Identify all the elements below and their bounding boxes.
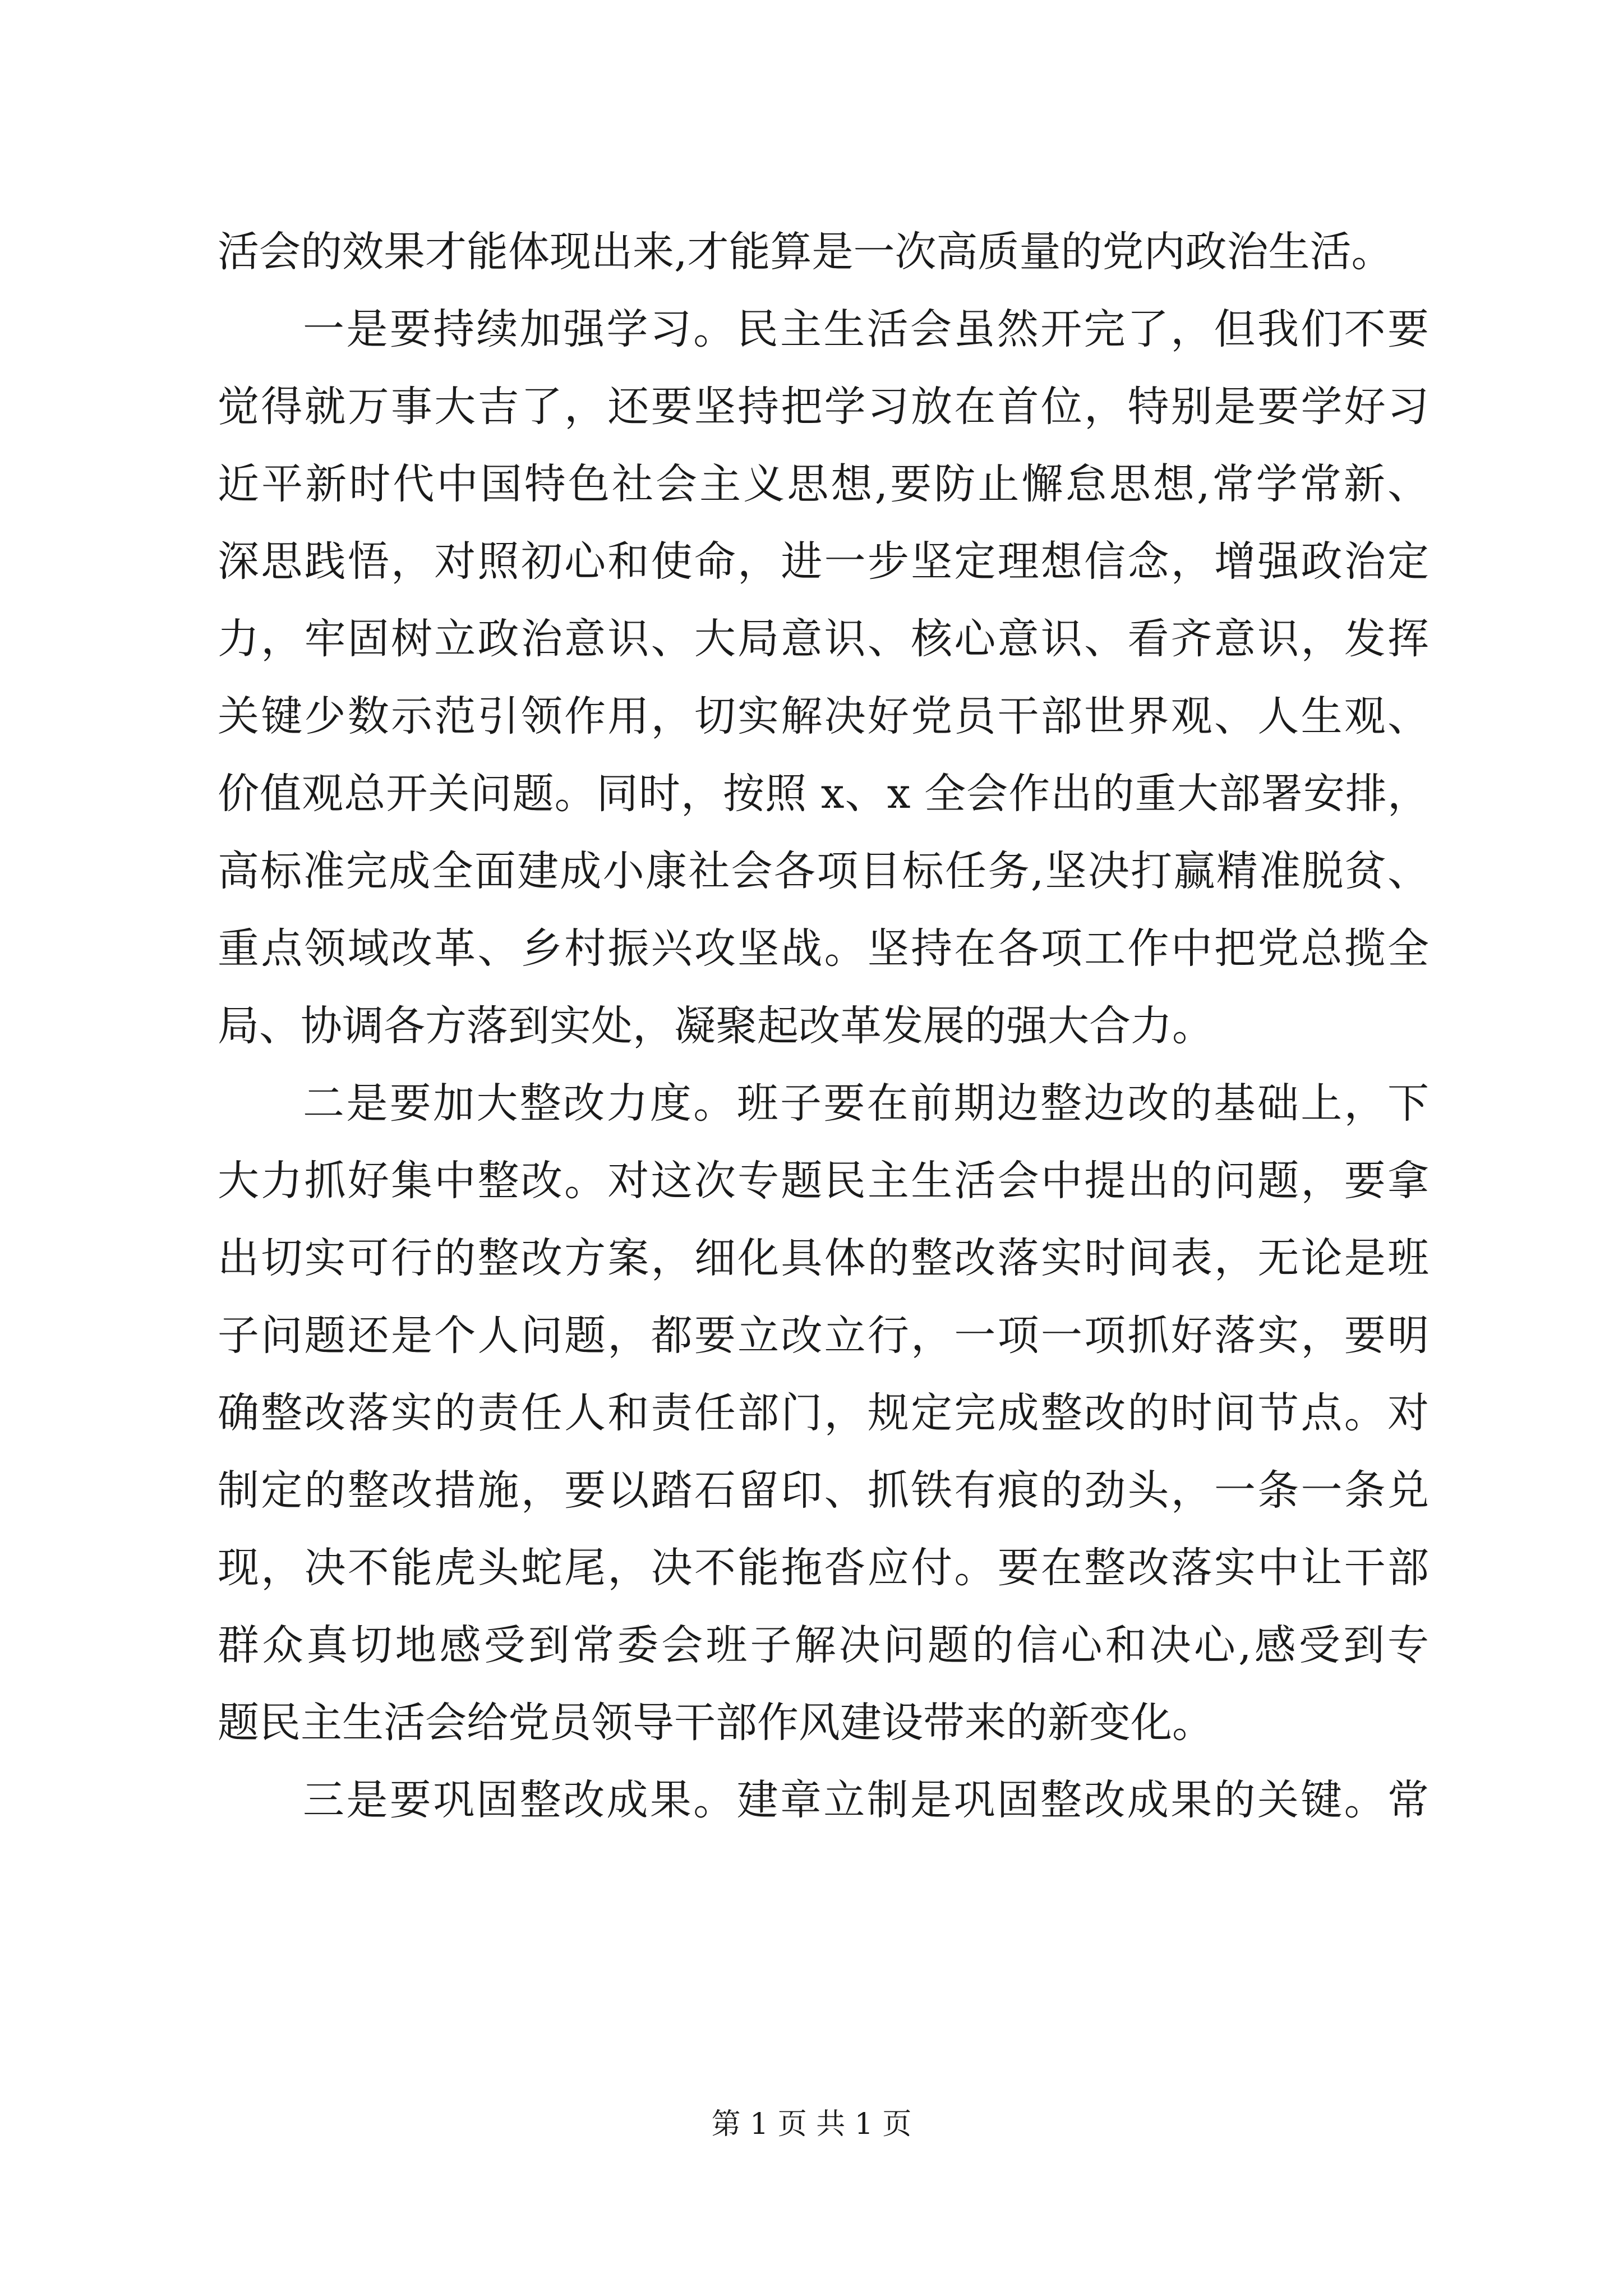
text-line: 题民主生活会给党员领导干部作风建设带来的新变化。 bbox=[218, 1699, 1214, 1747]
text-line: 力，牢固树立政治意识、大局意识、核心意识、看齐意识，发挥 bbox=[218, 615, 1429, 663]
text-line: 群众真切地感受到常委会班子解决问题的信心和决心,感受到专 bbox=[218, 1621, 1429, 1669]
paragraph-first-line: 三是要巩固整改成果。建章立制是巩固整改成果的关键。常 bbox=[303, 1776, 1429, 1824]
text-line: 局、协调各方落到实处，凝聚起改革发展的强大合力。 bbox=[218, 1002, 1214, 1050]
text-line: 大力抓好集中整改。对这次专题民主生活会中提出的问题，要拿 bbox=[218, 1157, 1429, 1205]
paragraph-first-line: 一是要持续加强学习。民主生活会虽然开完了，但我们不要 bbox=[303, 305, 1429, 353]
text-line: 价值观总开关问题。同时，按照 x、x 全会作出的重大部署安排， bbox=[218, 770, 1429, 818]
text-line: 关键少数示范引领作用，切实解决好党员干部世界观、人生观、 bbox=[218, 692, 1429, 740]
text-line: 活会的效果才能体现出来,才能算是一次高质量的党内政治生活。 bbox=[218, 228, 1393, 276]
text-line: 子问题还是个人问题，都要立改立行，一项一项抓好落实，要明 bbox=[218, 1312, 1429, 1360]
text-line: 重点领域改革、乡村振兴攻坚战。坚持在各项工作中把党总揽全 bbox=[218, 924, 1429, 973]
text-line: 制定的整改措施，要以踏石留印、抓铁有痕的劲头，一条一条兑 bbox=[218, 1466, 1429, 1515]
text-line: 高标准完成全面建成小康社会各项目标任务,坚决打赢精准脱贫、 bbox=[218, 847, 1429, 895]
page-footer bbox=[0, 2105, 1623, 2144]
text-line: 近平新时代中国特色社会主义思想,要防止懈怠思想,常学常新、 bbox=[218, 460, 1429, 508]
text-line: 深思践悟，对照初心和使命，进一步坚定理想信念，增强政治定 bbox=[218, 537, 1429, 586]
text-line: 确整改落实的责任人和责任部门，规定完成整改的时间节点。对 bbox=[218, 1389, 1429, 1437]
text-line: 现，决不能虎头蛇尾，决不能拖沓应付。要在整改落实中让干部 bbox=[218, 1544, 1429, 1592]
document-body bbox=[218, 213, 1429, 1839]
text-line: 觉得就万事大吉了，还要坚持把学习放在首位，特别是要学好习 bbox=[218, 383, 1429, 431]
text-line: 出切实可行的整改方案，细化具体的整改落实时间表，无论是班 bbox=[218, 1234, 1429, 1282]
paragraph-first-line: 二是要加大整改力度。班子要在前期边整边改的基础上，下 bbox=[303, 1079, 1429, 1128]
page-number-label: 第 1 页 共 1 页 bbox=[711, 2108, 912, 2141]
